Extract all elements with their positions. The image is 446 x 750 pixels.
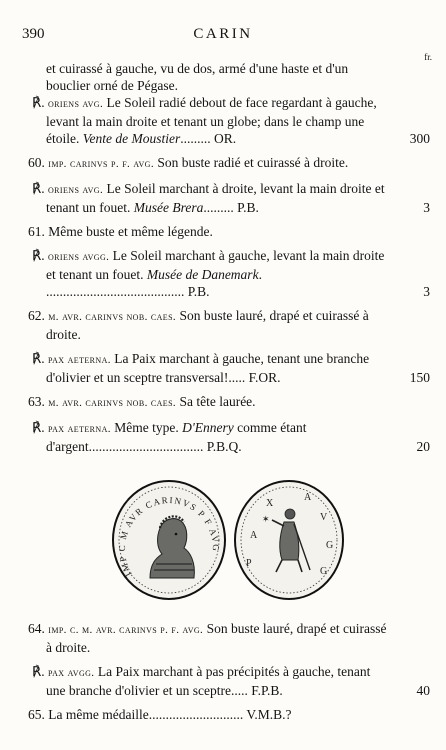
entry-continuation: et cuirassé à gauche, vu de dos, armé d'une haste et d'un bouclier orné de Pégase. (46, 61, 349, 93)
entry-number: 61. (28, 224, 45, 239)
coin-legend: oriens avg. (48, 98, 104, 110)
catalogue-entries (0, 60, 446, 455)
entry-number: 65. (28, 707, 45, 722)
reverse-description: ℟. pax aeterna. La Paix marchant à gauche, tenant une branche d'olivier et un sceptre transversal!..... F.OR. 150 (32, 351, 430, 385)
svg-text:G: G (326, 540, 334, 551)
coin-illustration (0, 478, 446, 602)
price-value: 300 (409, 131, 430, 146)
reverse-symbol: ℟. (32, 664, 45, 679)
coin-legend: oriens avg. (48, 184, 104, 196)
coin-legend: m. avr. carinvs nob. caes. (48, 311, 177, 323)
reverse-symbol: ℟. (32, 248, 45, 263)
price-value: 3 (423, 200, 430, 215)
svg-text:A: A (250, 530, 258, 541)
entry-61: 61. Même buste et même légende. (28, 224, 213, 239)
source-collection: Vente de Moustier (82, 131, 181, 146)
reverse-symbol: ℟. (32, 95, 45, 110)
source-collection: Musée Brera (133, 200, 204, 215)
coin-legend: imp. carinvs p. f. avg. (48, 158, 154, 170)
coin-reverse-image (232, 478, 346, 602)
reverse-description: ℟. pax avgg. La Paix marchant à pas précipités à gauche, tenant une branche d'olivier et un sceptre..... F.P.B. 40 (32, 664, 430, 698)
reverse-symbol: ℟. (32, 420, 45, 435)
price-column-unit: fr. (424, 52, 432, 62)
svg-text:A: A (304, 492, 312, 503)
svg-text:P: P (246, 558, 252, 569)
coin-legend: pax aeterna. (48, 423, 111, 435)
entry-number: 63. (28, 394, 45, 409)
obverse-legend: IMP C M AVR CARINVS P F AVG (116, 494, 222, 578)
svg-text:X: X (266, 498, 274, 509)
reverse-description: ℟. oriens avgg. Le Soleil marchant à gauche, levant la main droite et tenant un fouet. Musée de Danemark. ......................................... P.B. 3 (32, 248, 430, 299)
entry-65: 65. La même médaille............................ V.M.B.? (28, 707, 292, 722)
svg-text:G: G (320, 566, 328, 577)
coin-legend: pax avgg. (48, 667, 95, 679)
price-value: 40 (416, 683, 430, 698)
coin-legend: m. avr. carinvs nob. caes. (48, 397, 177, 409)
reverse-symbol: ℟. (32, 351, 45, 366)
coin-legend: oriens avgg. (48, 251, 110, 263)
coin-legend: pax aeterna. (48, 354, 111, 366)
entry-63: 63. m. avr. carinvs nob. caes. Sa tête laurée. (28, 394, 256, 409)
price-value: 20 (416, 439, 430, 454)
entry-64: 64. imp. c. m. avr. carinvs p. f. avg. Son buste lauré, drapé et cuirassé à droite. (28, 621, 387, 655)
entry-number: 60. (28, 155, 45, 170)
catalogue-entries-bottom (0, 620, 446, 723)
coin-legend: imp. c. m. avr. carinvs p. f. avg. (48, 624, 204, 636)
coin-obverse-image (110, 478, 228, 602)
entry-number: 64. (28, 621, 45, 636)
page-header (0, 26, 446, 46)
entry-number: 62. (28, 308, 45, 323)
svg-text:V: V (320, 512, 328, 523)
reverse-description: ℟. oriens avg. Le Soleil radié debout de face regardant à gauche, levant la main droite et tenant un globe; dans le champ une étoile. Vente de Moustier......... OR. 300 (32, 95, 430, 146)
page-number: 390 (22, 26, 45, 42)
source-collection: D'Ennery (182, 420, 234, 435)
source-collection: Musée de Danemark (146, 267, 259, 282)
star-icon: ✶ (262, 515, 270, 525)
reverse-symbol: ℟. (32, 181, 45, 196)
reverse-description: ℟. oriens avg. Le Soleil marchant à droite, levant la main droite et tenant un fouet. Musée Brera......... P.B. 3 (32, 181, 430, 215)
entry-60: 60. imp. carinvs p. f. avg. Son buste radié et cuirassé à droite. (28, 155, 349, 170)
entry-62: 62. m. avr. carinvs nob. caes. Son buste lauré, drapé et cuirassé à droite. (28, 308, 369, 342)
running-title: CARIN (193, 26, 253, 42)
reverse-description: ℟. pax aeterna. Même type. D'Ennery comme étant d'argent.................................. P.B.Q. 20 (32, 420, 430, 454)
price-value: 3 (423, 284, 430, 299)
price-value: 150 (409, 370, 430, 385)
